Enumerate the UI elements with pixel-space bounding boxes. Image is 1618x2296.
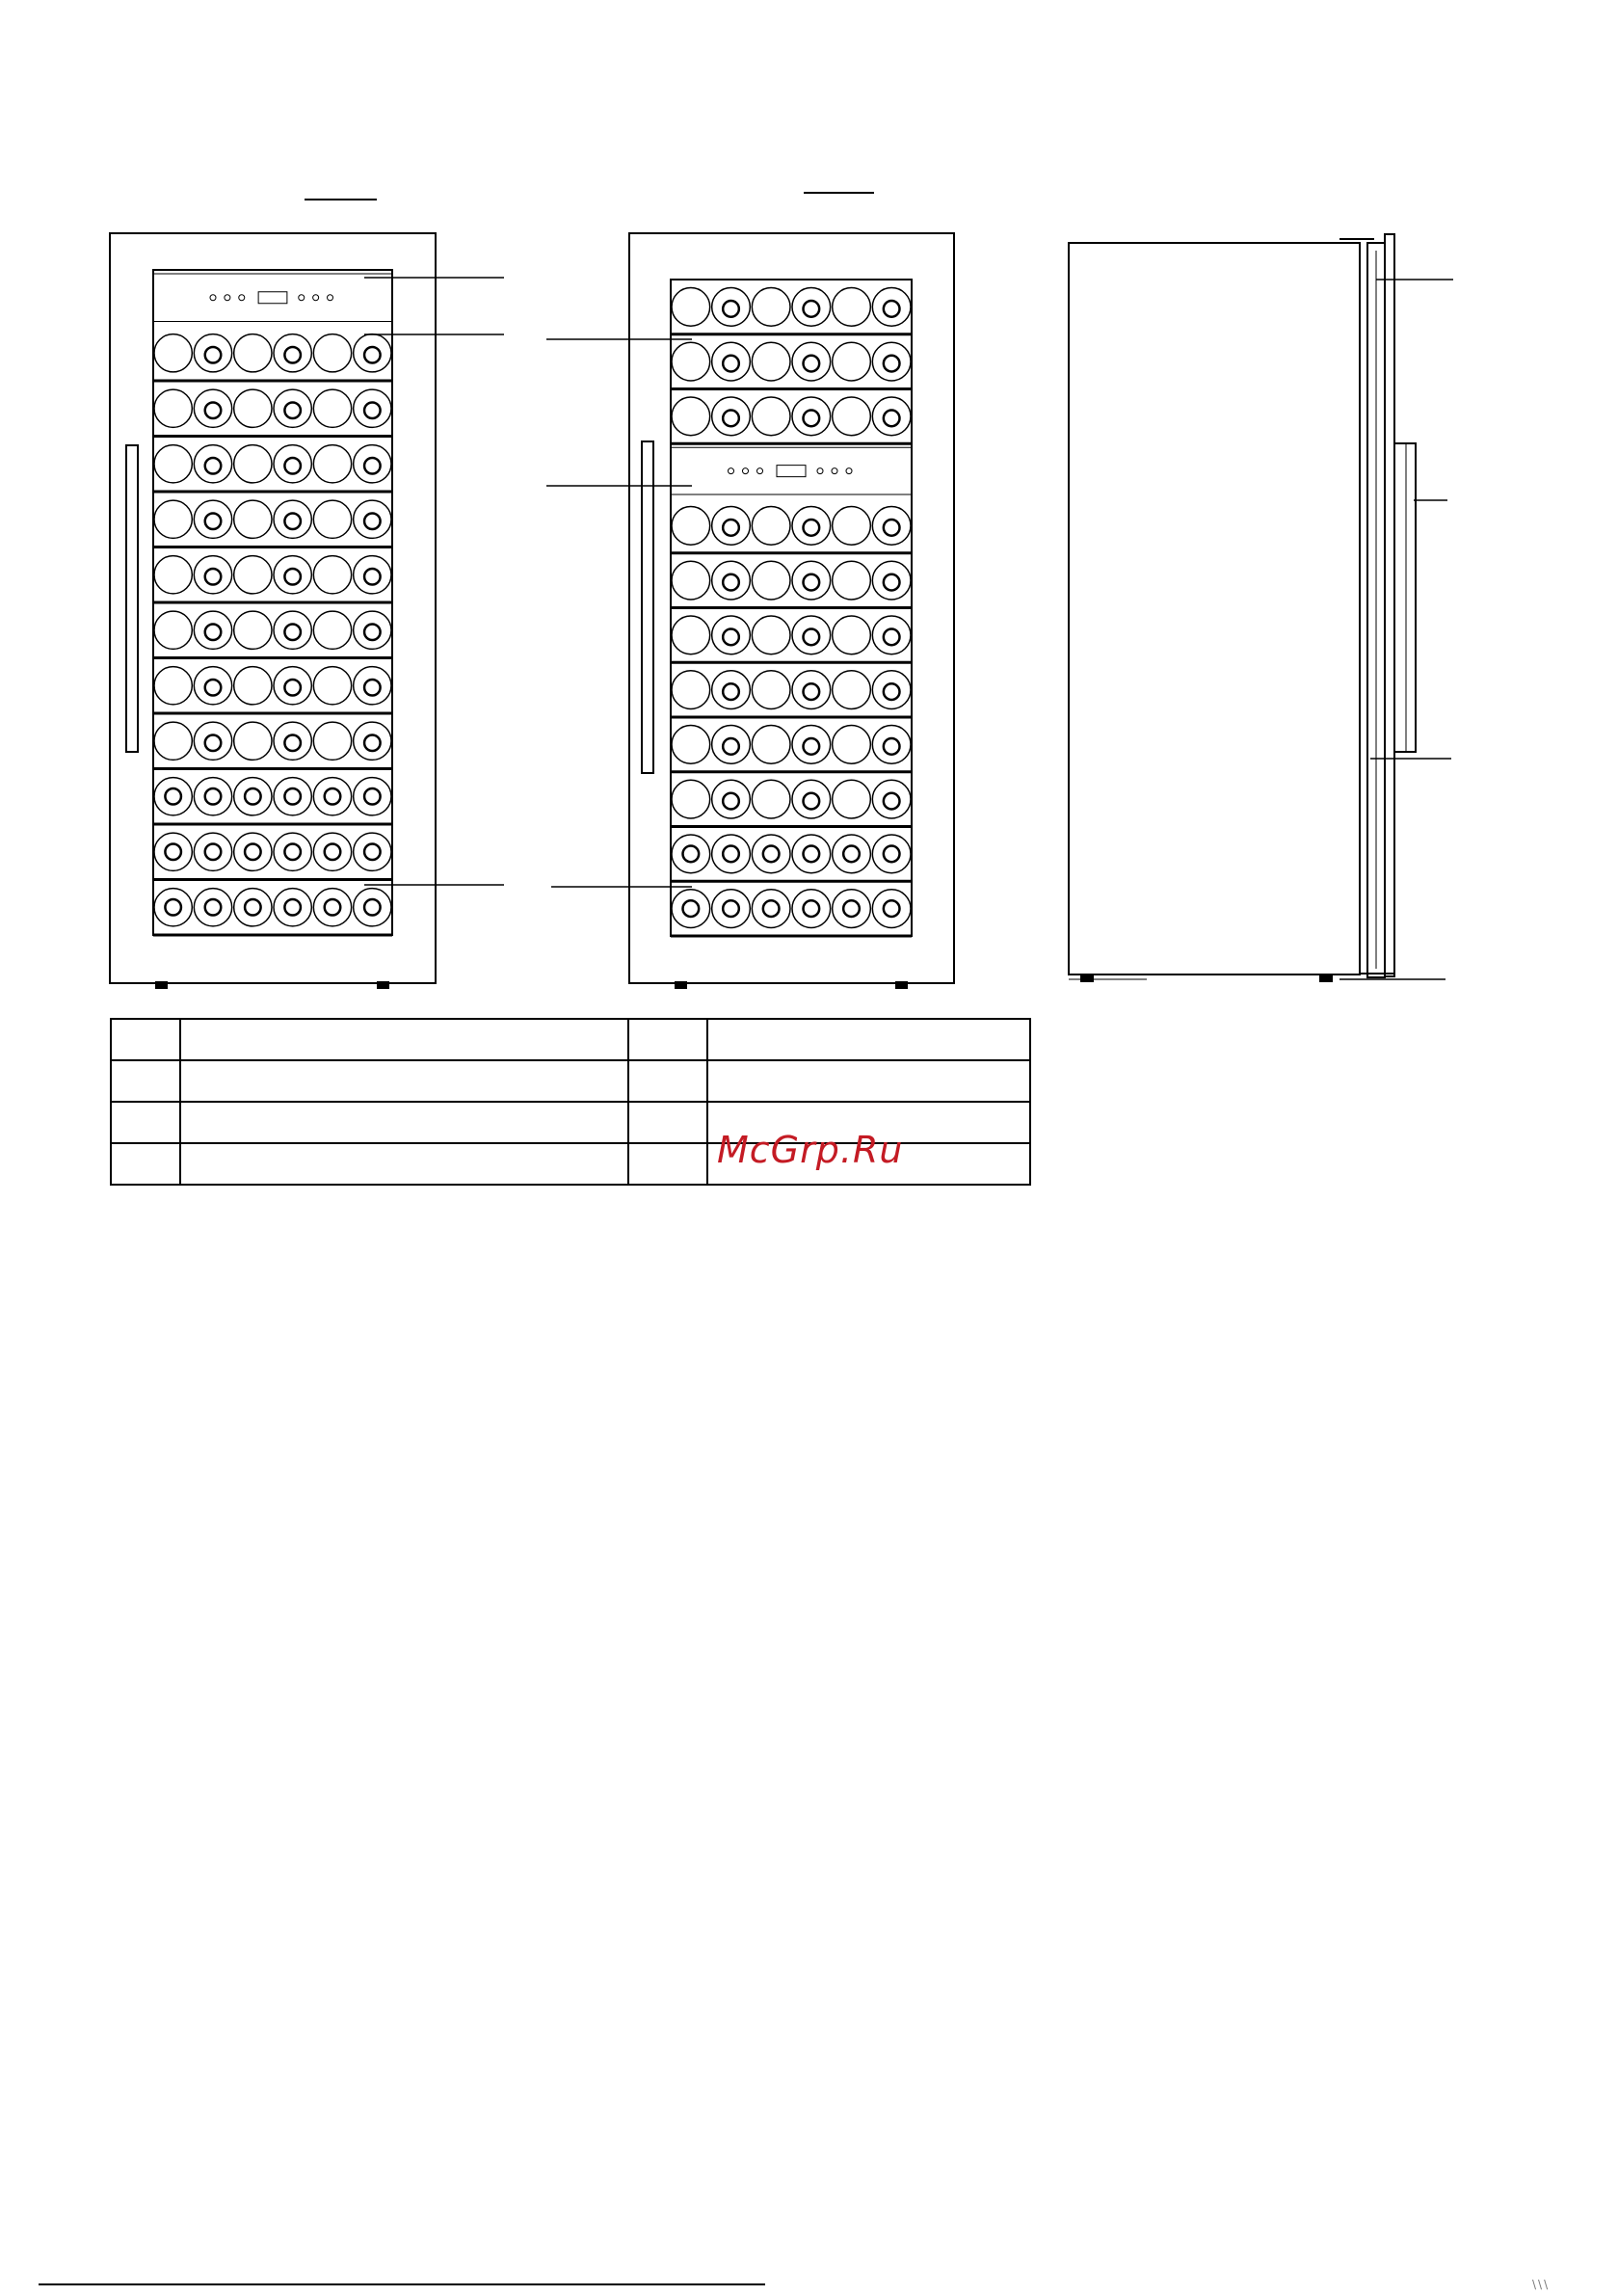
bottle-neck-icon [205,458,222,474]
bottle-icon [354,611,391,649]
bottle-icon [792,616,831,654]
bottle-icon [194,833,231,870]
bottle-icon [234,889,272,926]
bottle-icon [354,445,391,483]
table-cell [628,1060,707,1102]
bottle-icon [154,611,192,649]
bottle-icon [833,397,871,436]
bottle-icon [354,833,391,870]
bottle-icon [672,288,710,327]
bottle-neck-icon [165,899,181,916]
bottle-icon [154,833,192,870]
table-cell [628,1102,707,1143]
bottle-icon [274,611,311,649]
bottle-neck-icon [245,788,261,805]
bottle-icon [872,835,911,873]
bottle-neck-icon [804,411,820,427]
bottle-icon [872,342,911,381]
bottle-icon [274,500,311,538]
bottle-icon [833,288,871,327]
bottle-icon [194,389,231,427]
bottle-icon [234,389,272,427]
bottle-neck-icon [884,301,900,317]
bottle-icon [354,389,391,427]
table-cell [111,1143,180,1185]
appliance-diagram [0,0,1618,1002]
bottle-icon [274,556,311,594]
control-button-icon [313,295,319,301]
temperature-display [258,292,287,304]
bottle-icon [672,671,710,709]
bottle-icon [833,616,871,654]
side-foot-left [1080,974,1094,982]
bottle-icon [313,389,351,427]
bottle-icon [712,671,751,709]
bottle-icon [752,288,790,327]
bottle-icon [792,507,831,546]
door-handle [642,441,653,773]
bottle-icon [313,334,351,372]
bottle-icon [234,334,272,372]
bottle-neck-icon [364,734,381,751]
bottle-icon [672,726,710,764]
bottle-icon [194,889,231,926]
bottle-neck-icon [763,900,780,917]
bottle-neck-icon [804,520,820,536]
bottle-icon [752,342,790,381]
bottle-icon [234,556,272,594]
bottle-icon [313,611,351,649]
bottle-neck-icon [364,402,381,418]
table-cell [707,1019,1030,1060]
bottle-icon [712,288,751,327]
cabinet-side [1069,243,1360,974]
bottle-icon [672,835,710,873]
bottle-icon [194,778,231,815]
bottle-icon [752,890,790,928]
bottle-neck-icon [205,402,222,418]
bottle-neck-icon [284,734,301,751]
bottle-icon [672,397,710,436]
bottle-neck-icon [723,356,739,372]
table-cell [628,1143,707,1185]
bottle-icon [194,334,231,372]
door-glass-edge [1385,234,1394,976]
bottle-icon [234,500,272,538]
bottle-neck-icon [364,788,381,805]
bottle-icon [194,556,231,594]
bottle-icon [313,500,351,538]
bottle-icon [313,889,351,926]
bottle-neck-icon [284,624,301,640]
bottle-icon [872,397,911,436]
control-button-icon [757,468,763,474]
bottle-icon [354,889,391,926]
bottle-icon [154,389,192,427]
side-foot-right [1319,974,1333,982]
bottle-neck-icon [804,793,820,810]
control-button-icon [210,295,216,301]
bottle-neck-icon [245,843,261,860]
bottle-icon [712,780,751,818]
bottle-icon [274,833,311,870]
bottle-icon [154,667,192,705]
bottle-icon [833,890,871,928]
bottle-neck-icon [205,513,222,529]
control-button-icon [817,468,823,474]
bottle-neck-icon [364,899,381,916]
bottle-icon [833,507,871,546]
bottle-icon [274,889,311,926]
bottle-icon [872,288,911,327]
bottle-icon [792,835,831,873]
bottle-icon [712,726,751,764]
bottle-icon [354,556,391,594]
bottle-icon [712,616,751,654]
bottle-neck-icon [884,574,900,591]
side-view [1069,234,1453,982]
bottle-icon [313,667,351,705]
bottle-icon [872,726,911,764]
bottle-neck-icon [205,843,222,860]
bottle-icon [274,389,311,427]
bottle-icon [752,616,790,654]
bottle-icon [234,445,272,483]
table-cell [628,1019,707,1060]
bottle-icon [154,889,192,926]
bottle-icon [872,507,911,546]
bottle-icon [833,342,871,381]
bottle-neck-icon [884,356,900,372]
bottle-neck-icon [723,900,739,917]
bottle-neck-icon [165,843,181,860]
bottle-neck-icon [884,846,900,863]
table-cell [180,1102,628,1143]
control-button-icon [225,295,230,301]
bottle-icon [792,561,831,600]
control-panel [671,447,912,494]
bottle-neck-icon [723,520,739,536]
bottle-icon [672,561,710,600]
bottle-neck-icon [723,574,739,591]
bottle-icon [833,671,871,709]
table-cell [180,1143,628,1185]
bottle-icon [752,835,790,873]
control-button-icon [729,468,734,474]
bottle-icon [313,445,351,483]
bottle-icon [833,726,871,764]
bottle-neck-icon [843,900,860,917]
bottle-neck-icon [284,347,301,363]
control-panel [153,274,392,322]
bottle-neck-icon [804,356,820,372]
bottle-icon [234,611,272,649]
bottle-neck-icon [205,569,222,585]
bottle-icon [672,342,710,381]
bottle-neck-icon [205,899,222,916]
bottle-neck-icon [284,402,301,418]
foot-right [895,981,908,989]
bottle-neck-icon [284,569,301,585]
watermark-text: McGrp.Ru [717,1129,904,1171]
bottle-icon [752,561,790,600]
bottle-neck-icon [165,788,181,805]
bottle-neck-icon [763,846,780,863]
dual-zone-front-view [546,233,954,989]
bottle-neck-icon [723,629,739,646]
bottle-icon [752,671,790,709]
bottle-icon [234,833,272,870]
bottle-icon [354,722,391,760]
footer-rule [39,2283,765,2285]
bottle-icon [792,342,831,381]
bottle-neck-icon [284,788,301,805]
bottle-neck-icon [723,411,739,427]
table-cell [111,1102,180,1143]
bottle-icon [274,778,311,815]
bottle-neck-icon [804,629,820,646]
bottle-neck-icon [884,520,900,536]
bottle-icon [194,445,231,483]
bottle-icon [792,726,831,764]
bottle-icon [313,556,351,594]
bottle-icon [752,397,790,436]
bottle-icon [672,616,710,654]
bottle-neck-icon [723,738,739,755]
table-cell [707,1060,1030,1102]
foot-right [377,981,389,989]
bottle-icon [712,507,751,546]
bottle-icon [752,507,790,546]
door-handle [126,445,138,752]
single-zone-front-view [110,233,504,989]
bottle-rows [153,274,392,935]
bottle-neck-icon [245,899,261,916]
bottle-icon [872,616,911,654]
bottle-icon [792,780,831,818]
bottle-neck-icon [884,411,900,427]
bottle-neck-icon [804,301,820,317]
bottle-icon [354,334,391,372]
bottle-neck-icon [804,574,820,591]
bottle-neck-icon [364,458,381,474]
bottle-icon [354,500,391,538]
bottle-neck-icon [884,629,900,646]
table-cell [111,1019,180,1060]
foot-left [675,981,687,989]
table-cell [111,1060,180,1102]
bottle-neck-icon [723,846,739,863]
bottle-neck-icon [884,793,900,810]
control-button-icon [328,295,333,301]
bottle-icon [274,667,311,705]
bottle-neck-icon [205,680,222,696]
bottle-icon [792,890,831,928]
bottle-icon [672,780,710,818]
bottle-icon [154,500,192,538]
bottle-icon [154,556,192,594]
bottle-icon [872,780,911,818]
bottle-neck-icon [364,624,381,640]
control-button-icon [239,295,245,301]
bottle-icon [194,722,231,760]
foot-left [155,981,168,989]
table-cell [180,1019,628,1060]
bottle-icon [194,667,231,705]
bottle-neck-icon [205,347,222,363]
bottle-icon [872,671,911,709]
bottle-icon [354,667,391,705]
bottle-icon [672,890,710,928]
bottle-neck-icon [723,301,739,317]
bottle-icon [234,778,272,815]
bottle-neck-icon [884,683,900,700]
bottle-neck-icon [804,900,820,917]
bottle-icon [194,611,231,649]
bottle-neck-icon [284,458,301,474]
bottle-icon [752,780,790,818]
bottle-icon [194,500,231,538]
bottle-neck-icon [205,734,222,751]
bottle-icon [354,778,391,815]
control-button-icon [832,468,837,474]
bottle-icon [154,445,192,483]
bottle-neck-icon [205,624,222,640]
bottle-neck-icon [683,900,700,917]
bottle-icon [154,722,192,760]
bottle-neck-icon [804,738,820,755]
bottle-icon [712,342,751,381]
cabinet-outline [110,233,436,983]
bottle-icon [872,561,911,600]
bottle-neck-icon [325,843,341,860]
bottle-icon [792,671,831,709]
bottle-icon [833,780,871,818]
bottle-icon [833,835,871,873]
bottle-neck-icon [364,680,381,696]
bottle-icon [672,507,710,546]
control-button-icon [846,468,852,474]
bottle-icon [274,445,311,483]
bottle-rows [671,288,912,936]
temperature-display [777,466,806,477]
bottle-neck-icon [683,846,700,863]
bottle-icon [872,890,911,928]
bottle-icon [712,890,751,928]
bottle-neck-icon [284,513,301,529]
page-mark: \\\ [1532,2278,1551,2291]
bottle-neck-icon [284,843,301,860]
bottle-icon [712,397,751,436]
bottle-neck-icon [723,683,739,700]
control-button-icon [743,468,749,474]
bottle-neck-icon [364,569,381,585]
bottle-neck-icon [843,846,860,863]
control-button-icon [299,295,305,301]
table-cell [180,1060,628,1102]
bottle-icon [712,561,751,600]
bottle-icon [313,778,351,815]
bottle-neck-icon [804,683,820,700]
bottle-icon [274,334,311,372]
bottle-neck-icon [325,899,341,916]
bottle-neck-icon [804,846,820,863]
bottle-icon [274,722,311,760]
bottle-neck-icon [284,899,301,916]
bottle-neck-icon [205,788,222,805]
bottle-neck-icon [364,843,381,860]
side-handle [1394,443,1416,752]
bottle-icon [752,726,790,764]
bottle-icon [154,334,192,372]
bottle-icon [792,288,831,327]
bottle-icon [833,561,871,600]
table-row [111,1019,1030,1060]
table-row [111,1060,1030,1102]
bottle-icon [712,835,751,873]
bottle-neck-icon [325,788,341,805]
bottle-neck-icon [364,513,381,529]
bottle-neck-icon [723,793,739,810]
bottle-neck-icon [884,738,900,755]
bottle-neck-icon [284,680,301,696]
bottle-neck-icon [884,900,900,917]
bottle-icon [154,778,192,815]
bottle-neck-icon [364,347,381,363]
bottle-icon [792,397,831,436]
bottle-icon [313,722,351,760]
bottle-icon [234,722,272,760]
bottle-icon [234,667,272,705]
bottle-icon [313,833,351,870]
